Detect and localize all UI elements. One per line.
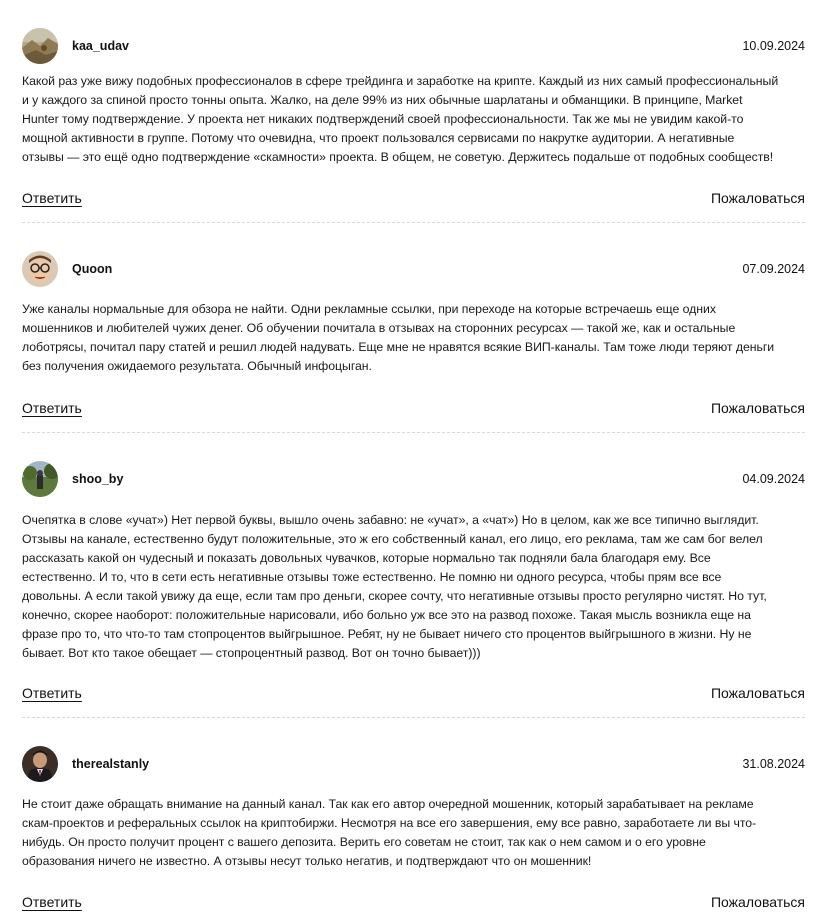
comment-actions <box>22 400 805 416</box>
comment-header <box>22 460 805 498</box>
comment-header <box>22 250 805 288</box>
comment-text-line: мошенников и любителей чужих денег. Об обучении почитала в отзывах на сторонних ресурсах — такой же, как и остальные <box>22 321 736 335</box>
comment-text <box>22 511 805 663</box>
reply-link[interactable]: Ответить <box>22 190 82 206</box>
report-link[interactable]: Пожаловаться <box>710 685 805 701</box>
user-avatar[interactable] <box>22 746 58 782</box>
comment-text-line: лоботрясы, почитал пару статей и решил людей надувать. Еще мне не нравятся всякие ВИП-каналы. Там тоже люди теряют деньги <box>22 340 775 354</box>
comment-date: 10.09.2024 <box>742 39 805 53</box>
comment-text-line: скам-проектов и реферальных ссылок на криптобиржи. Несмотря на все его завершения, ему все равно, заработаете ли вы что- <box>22 816 757 830</box>
comment-item <box>22 433 805 718</box>
comment-username[interactable]: therealstanly <box>72 757 150 771</box>
comment-text <box>22 72 805 167</box>
comment-text-line: Отзывы на канале, естественно будут положительные, это ж его собственный канал, его лицо, его реклама, там же сам бог велел <box>22 532 763 546</box>
comment-text-line: Очепятка в слове «учат») Нет первой буквы, вышло очень забавно: не «учат», а «чат») Но в целом, как же все типично выглядит. <box>22 513 759 527</box>
comment-actions <box>22 894 805 910</box>
comment-text-line: Не стоит даже обращать внимание на данный канал. Так как его автор очередной мошенник, который зарабатывает на рекламе <box>22 797 754 811</box>
comment-item <box>22 718 805 908</box>
comment-text-line: нибудь. Он просто получит процент с вашего депозита. Верить его советам не стоит, так как о нем самом и о его уровне <box>22 835 706 849</box>
comment-text-line: бывает. Вот кто такое обещает — стопроцентный развод. Вот он точно бывает))) <box>22 646 481 660</box>
comment-date: 07.09.2024 <box>742 262 805 276</box>
comment-text-line: образования ничего не известно. А отзывы несут только негатив, и подтверждают что он мошенник! <box>22 854 592 868</box>
comment-text-line: конечно, скорее наоборот: положительные нарисовали, ибо больно уж все это на развод похоже. Такая мысль возникла еще на <box>22 608 751 622</box>
comment-username[interactable]: Quoon <box>72 262 113 276</box>
reply-link[interactable]: Ответить <box>22 400 82 416</box>
comment-username[interactable]: kaa_udav <box>72 39 129 53</box>
comment-date: 04.09.2024 <box>742 472 805 486</box>
user-avatar[interactable] <box>22 461 58 497</box>
user-avatar[interactable] <box>22 251 58 287</box>
comment-date: 31.08.2024 <box>742 757 805 771</box>
comment-text-line: естественно. И то, что в сети есть негативные отзывы тоже естественно. Не помню ни одного ресурса, чтобы прям все все <box>22 570 722 584</box>
comment-text-line: без получения ожидаемого результата. Обычный инфоцыган. <box>22 359 372 373</box>
reply-link[interactable]: Ответить <box>22 685 82 701</box>
reply-link[interactable]: Ответить <box>22 894 82 910</box>
comment-item <box>22 223 805 433</box>
comment-text <box>22 300 805 376</box>
comment-actions <box>22 190 805 206</box>
park-photo-avatar-icon <box>22 461 58 497</box>
comment-username[interactable]: shoo_by <box>72 472 124 486</box>
comment-text-line: мощной активности в группе. Потому что очевидна, что проект пользовался сервисами по накрутке аудитории. А негативные <box>22 131 735 145</box>
comment-header <box>22 27 805 65</box>
comment-text-line: и у каждого за спиной просто тонны опыта. Жалко, на деле 99% из них обычные шарлатаны и обманщики. В принципе, Market <box>22 93 743 107</box>
comment-text-line: Hunter тому подтверждение. У проекта нет никаких подтверждений своей профессиональности. Так же мы не увидим какой-то <box>22 112 744 126</box>
comment-text-line: рассказать какой он чудесный и показать довольных чувачков, которые нормально так подняли бала благодаря ему. Все <box>22 551 711 565</box>
report-link[interactable]: Пожаловаться <box>710 190 805 206</box>
face-with-glasses-avatar-icon <box>22 251 58 287</box>
comment-text-line: отзывы — это ещё одно подтверждение «скамности» проекта. В общем, не советую. Держитесь подальше от подобных сообществ! <box>22 150 774 164</box>
comment-actions <box>22 685 805 701</box>
comment-text-line: Какой раз уже вижу подобных профессионалов в сфере трейдинга и заработке на крипте. Каждый из них самый профессиональный <box>22 74 779 88</box>
comment-item <box>22 0 805 223</box>
comment-text <box>22 795 805 871</box>
landscape-photo-avatar-icon <box>22 28 58 64</box>
user-avatar[interactable] <box>22 28 58 64</box>
comment-header <box>22 745 805 783</box>
report-link[interactable]: Пожаловаться <box>710 400 805 416</box>
comment-text-line: довольны. А если такой увижу да еще, если там про деньги, скорее сочту, что негативные отзывы просто регулярно чистят. Но тут, <box>22 589 767 603</box>
comment-text-line: Уже каналы нормальные для обзора не найти. Одни рекламные ссылки, при переходе на которые встречаешь еще одних <box>22 302 716 316</box>
man-in-suit-avatar-icon <box>22 746 58 782</box>
report-link[interactable]: Пожаловаться <box>710 894 805 910</box>
comment-text-line: фразе про то, что что-то там стопроцентов выйгрышное. Ребят, ну не бывает ничего сто процентов выйгрышного в жизни. Ну не <box>22 627 752 641</box>
